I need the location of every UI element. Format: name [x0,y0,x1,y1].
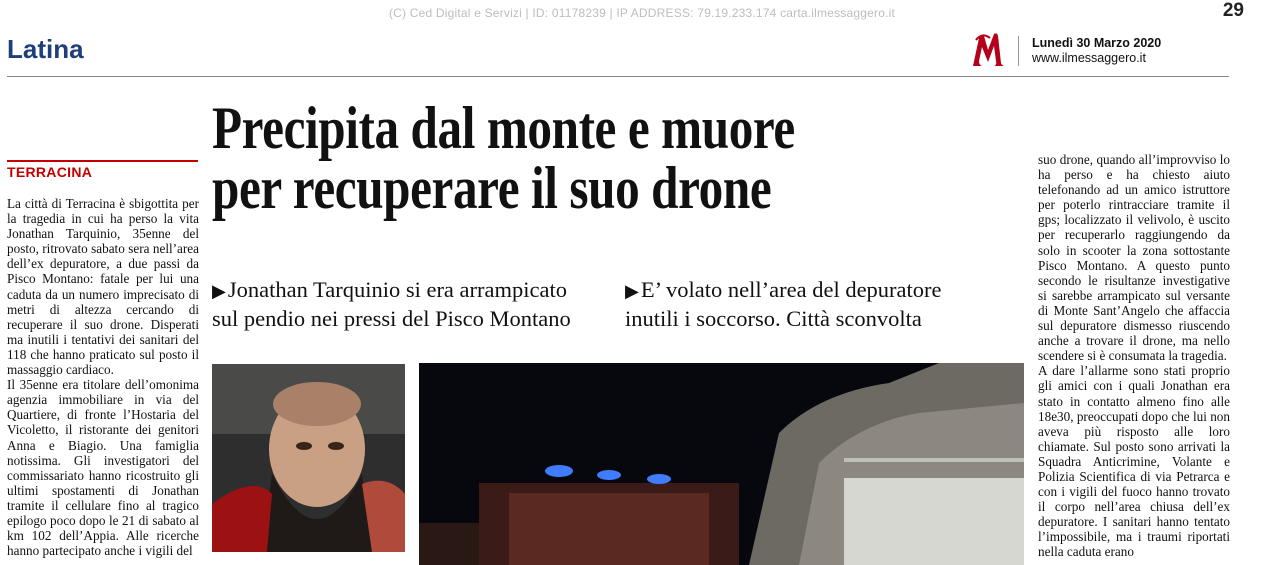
article-kicker: TERRACINA [7,164,93,180]
triangle-bullet-icon: ▶ [212,281,226,301]
subheadline-left-line-1: Jonathan Tarquinio si era arrampicato [227,277,567,302]
issue-date: Lunedì 30 Marzo 2020 [1032,36,1162,50]
night-scene-photo [419,363,1024,565]
portrait-photo [212,364,405,552]
subheadline-right-line-1: E’ volato nell’area del depuratore [640,277,942,302]
section-title: Latina [7,34,84,64]
article-column-left [7,196,199,558]
subheadline-left [212,276,571,332]
column-right-paragraph-2: A dare l’allarme sono stati proprio gli amici con i quali Jonathan era stato in contatto almeno fino alle 18e30, preoccupati dopo che lui non aveva più risposto alle loro chiamate. Sul posto sono arrivati la Squadra Anticrimine, Volante e Polizia Scientifica di via Petrarca e con i vigili del fuoco hanno trovato il corpo nell’area chiusa dell’ex depuratore. I sanitari hanno tentato l’impossibile, ma i traumi riportati nella caduta erano [1038,363,1230,560]
subheadline-right [625,276,942,332]
header-separator [1018,36,1019,66]
article-column-right [1038,152,1230,560]
article-headline [212,95,884,221]
header-rule [7,76,1229,77]
column-left-paragraph-1: La città di Terracina è sbigottita per la tragedia in cui ha perso la vita Jonathan Tarquinio, 35enne del posto, ritrovato sabato sera nell’area dell’ex depuratore, a due passi da Pisco Montano: fatale per lui una caduta da un numero imprecisato di metri di altezza cercando di recuperare il suo drone. Disperati ma inutili i tentativi dei sanitari del 118 che hanno praticato sul posto il massaggio cardiaco. [7,196,199,378]
column-right-paragraph-1: suo drone, quando all’improvviso lo ha perso e ha chiesto aiuto telefonando ad un amico istruttore per poterlo rintracciare tramite il gps; localizzato il velivolo, è uscito per recuperarlo raggiungendo da solo in scooter la zona sottostante Pisco Montano. A questo punto secondo le risultanze investigative si sarebbe arrampicato sul versante di Monte Sant’Angelo che affaccia sul depuratore dismesso riuscendo anche a trovare il drone, ma nello scendere si è consumata la tragedia. [1038,152,1230,364]
triangle-bullet-icon: ▶ [625,281,639,301]
headline-line-2: per recuperare il suo drone [212,155,772,221]
subheadline-left-line-2: sul pendio nei pressi del Pisco Montano [212,306,571,331]
headline-line-1: Precipita dal monte e muore [212,95,795,161]
website-link[interactable]: www.ilmessaggero.it [1032,51,1146,65]
subheadline-right-line-2: inutili i soccorso. Città sconvolta [625,306,922,331]
ip-address-line: (C) Ced Digital e Servizi | ID: 01178239 | IP ADDRESS: 79.19.233.174 carta.ilmessaggero.it [388,6,896,20]
column-left-paragraph-2: Il 35enne era titolare dell’omonima agenzia immobiliare in via del Quartiere, di fronte l’Hostaria del Vicoletto, il ristorante dei genitori Anna e Biagio. Una famiglia notissima. Gli investigatori del commissariato hanno ricostruito gli ultimi spostamenti di Jonathan tramite il cellulare fino al tragico epilogo poco dopo le 21 di sabato al km 102 dell’Appia. Alle ricerche hanno partecipato anche i vigili del [7,377,199,559]
page-number: 29 [1222,0,1244,21]
il-messaggero-logo-icon [970,30,1006,70]
kicker-rule [7,160,198,162]
